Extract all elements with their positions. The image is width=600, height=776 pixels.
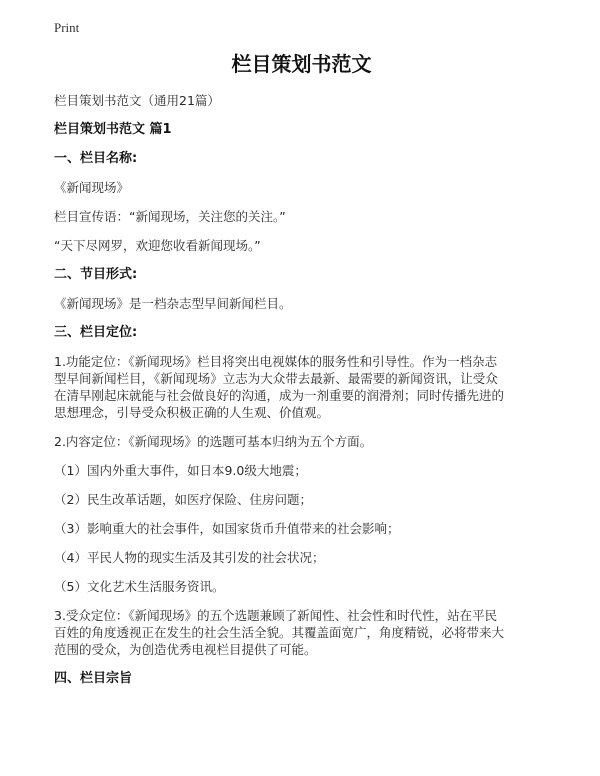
- heading-column-purpose: 四、栏目宗旨: [54, 671, 133, 686]
- paragraph-line: 百姓的角度透视正在发生的社会生活全貌。其覆盖面宽广，角度精锐，必将带来大: [54, 625, 505, 640]
- slogan-text-1: 栏目宣传语：“新闻现场，关注您的关注。”: [54, 209, 286, 224]
- slogan-text-2: “天下尽网罗，欢迎您收看新闻现场。”: [54, 238, 261, 253]
- topic-item-5: （5）文化艺术生活服务资讯。: [54, 579, 225, 594]
- column-name-text: 《新闻现场》: [54, 180, 130, 195]
- content-positioning-text: 2.内容定位：《新闻现场》的选题可基本归纳为五个方面。: [54, 434, 373, 449]
- print-link[interactable]: Print: [54, 20, 80, 35]
- section-title: 栏目策划书范文 篇1: [54, 122, 172, 137]
- paragraph-line: 1.功能定位：《新闻现场》栏目将突出电视媒体的服务性和引导性。作为一档杂志: [54, 354, 498, 369]
- function-positioning-paragraph: [54, 353, 549, 421]
- paragraph-line: 范围的受众，为创造优秀电视栏目提供了可能。: [54, 642, 317, 657]
- paragraph-line: 在清早刚起床就能与社会做良好的沟通，成为一剂重要的润滑剂；同时传播先进的: [54, 388, 505, 403]
- heading-positioning: 三、栏目定位:: [54, 325, 138, 340]
- topic-item-4: （4）平民人物的现实生活及其引发的社会状况；: [54, 550, 325, 565]
- paragraph-line: 型早间新闻栏目，《新闻现场》立志为大众带去最新、最需要的新闻资讯，让受众: [54, 371, 498, 386]
- topic-item-3: （3）影响重大的社会事件，如国家货币升值带来的社会影响；: [54, 521, 400, 536]
- topic-item-1: （1）国内外重大事件，如日本9.0级大地震；: [54, 463, 307, 478]
- topic-item-2: （2）民生改革话题，如医疗保险、住房问题；: [54, 492, 312, 507]
- document-page: [54, 50, 549, 699]
- audience-positioning-paragraph: [54, 607, 549, 658]
- program-form-text: 《新闻现场》是一档杂志型早间新闻栏目。: [54, 296, 292, 311]
- document-subtitle: 栏目策划书范文（通用21篇）: [54, 93, 220, 108]
- document-title: 栏目策划书范文: [231, 52, 372, 76]
- paragraph-line: 思想理念，引导受众积极正确的人生观、价值观。: [54, 405, 330, 420]
- paragraph-line: 3.受众定位：《新闻现场》的五个选题兼顾了新闻性、社会性和时代性，站在平民: [54, 608, 498, 623]
- heading-column-name: 一、栏目名称:: [54, 151, 138, 166]
- heading-program-form: 二、节目形式:: [54, 267, 138, 282]
